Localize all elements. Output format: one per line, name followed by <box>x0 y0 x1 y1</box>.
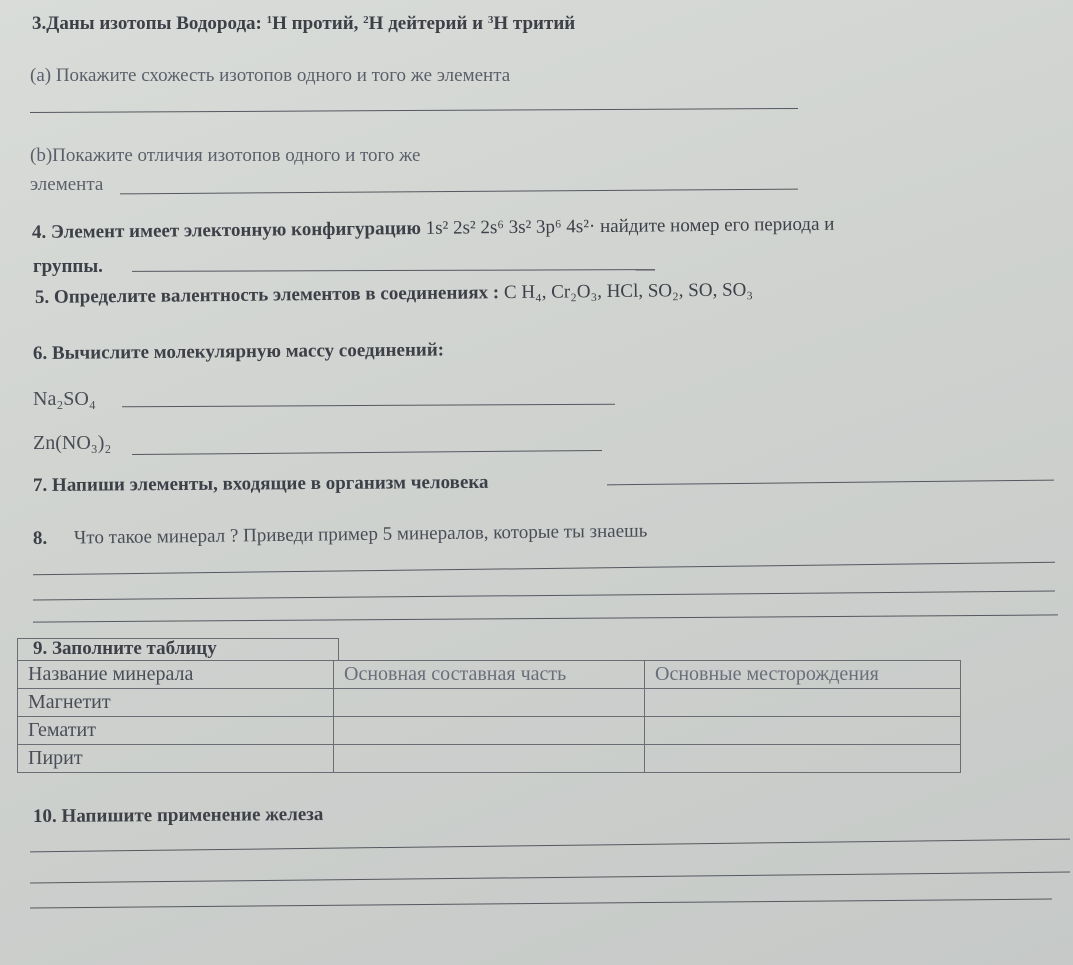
q8-answer-line-1[interactable] <box>33 562 1055 575</box>
iso3-text: Н тритий <box>493 13 576 34</box>
iso2-text: Н дейтерий и <box>368 13 484 34</box>
q10-answer-line-2[interactable] <box>30 872 1070 884</box>
q7-answer-line[interactable] <box>607 480 1054 486</box>
q6-formula-na2so4: Na₂SO₄ <box>33 388 96 410</box>
q3-b-answer-line[interactable] <box>120 189 798 195</box>
q4-line1 <box>32 214 835 244</box>
q5-line <box>35 279 753 309</box>
q10-answer-line-1[interactable] <box>30 839 1070 853</box>
q8-line <box>33 520 648 550</box>
row-mineral-name: Пирит <box>18 745 334 773</box>
q3-a: (a) Покажите схожесть изотопов одного и того же элемента <box>30 65 511 86</box>
q5-formulas: C H₄, Cr₂O₃, HCl, SO₂, SO, SO₃ <box>503 279 754 304</box>
row-component-cell[interactable] <box>334 717 645 745</box>
row-component-cell[interactable] <box>334 745 645 773</box>
q10-text: 10. Напишите применение железа <box>32 803 324 827</box>
iso3-mass: 3 <box>487 14 494 26</box>
q3-title <box>32 13 575 35</box>
header-mineral-name: Название минерала <box>18 661 334 689</box>
q3-b-line2: элемента <box>30 174 104 195</box>
q8-text: Что такое минерал ? Приведи пример 5 минералов, которые ты знаешь <box>73 520 648 549</box>
row-mineral-name: Гематит <box>18 717 334 745</box>
q10-answer-line-3[interactable] <box>30 899 1052 909</box>
header-main-component: Основная составная часть <box>334 661 645 689</box>
q4-tail: найдите номер его периода и <box>599 213 835 238</box>
q4-answer-line[interactable] <box>132 269 655 272</box>
row-mineral-name: Магнетит <box>18 689 334 717</box>
row-deposits-cell[interactable] <box>645 689 961 717</box>
q8-answer-line-3[interactable] <box>33 614 1058 622</box>
q9-caption: 9. Заполните таблицу <box>33 638 217 659</box>
q7-text: 7. Напиши элементы, входящие в организм человека <box>32 471 489 496</box>
iso1-text: Н протий, <box>272 13 359 34</box>
q4-line2: группы. <box>33 256 103 277</box>
header-deposits: Основные месторождения <box>645 661 961 689</box>
q6-text: 6. Вычислите молекулярную массу соединений: <box>32 339 445 364</box>
q3-title-text: 3.Даны изотопы Водорода: <box>32 13 262 34</box>
q6-answer-line-2[interactable] <box>132 450 602 455</box>
q4-config: 1s² 2s² 2s⁶ 3s² 3p⁶ 4s²· <box>425 216 596 239</box>
iso1-mass: 1 <box>266 14 273 26</box>
table-row <box>18 717 961 745</box>
table-row <box>18 689 961 717</box>
iso2-mass: 2 <box>363 14 369 26</box>
q3-a-answer-line[interactable] <box>30 108 798 113</box>
table-header-row <box>18 661 961 689</box>
q4-text: 4. Элемент имеет электонную конфигурацию <box>31 217 422 243</box>
row-deposits-cell[interactable] <box>645 745 961 773</box>
q3-b-line1: (b)Покажите отличия изотопов одного и того же <box>30 145 421 166</box>
table-row <box>18 745 961 773</box>
q8-answer-line-2[interactable] <box>33 591 1055 601</box>
row-component-cell[interactable] <box>334 689 645 717</box>
q6-answer-line-1[interactable] <box>122 404 615 408</box>
q8-num: 8. <box>32 527 48 549</box>
q5-text: 5. Определите валентность элементов в соединениях : <box>34 282 500 308</box>
mineral-table <box>17 660 961 773</box>
q6-formula-zn: Zn(NO₃)₂ <box>33 432 112 454</box>
row-deposits-cell[interactable] <box>645 717 961 745</box>
